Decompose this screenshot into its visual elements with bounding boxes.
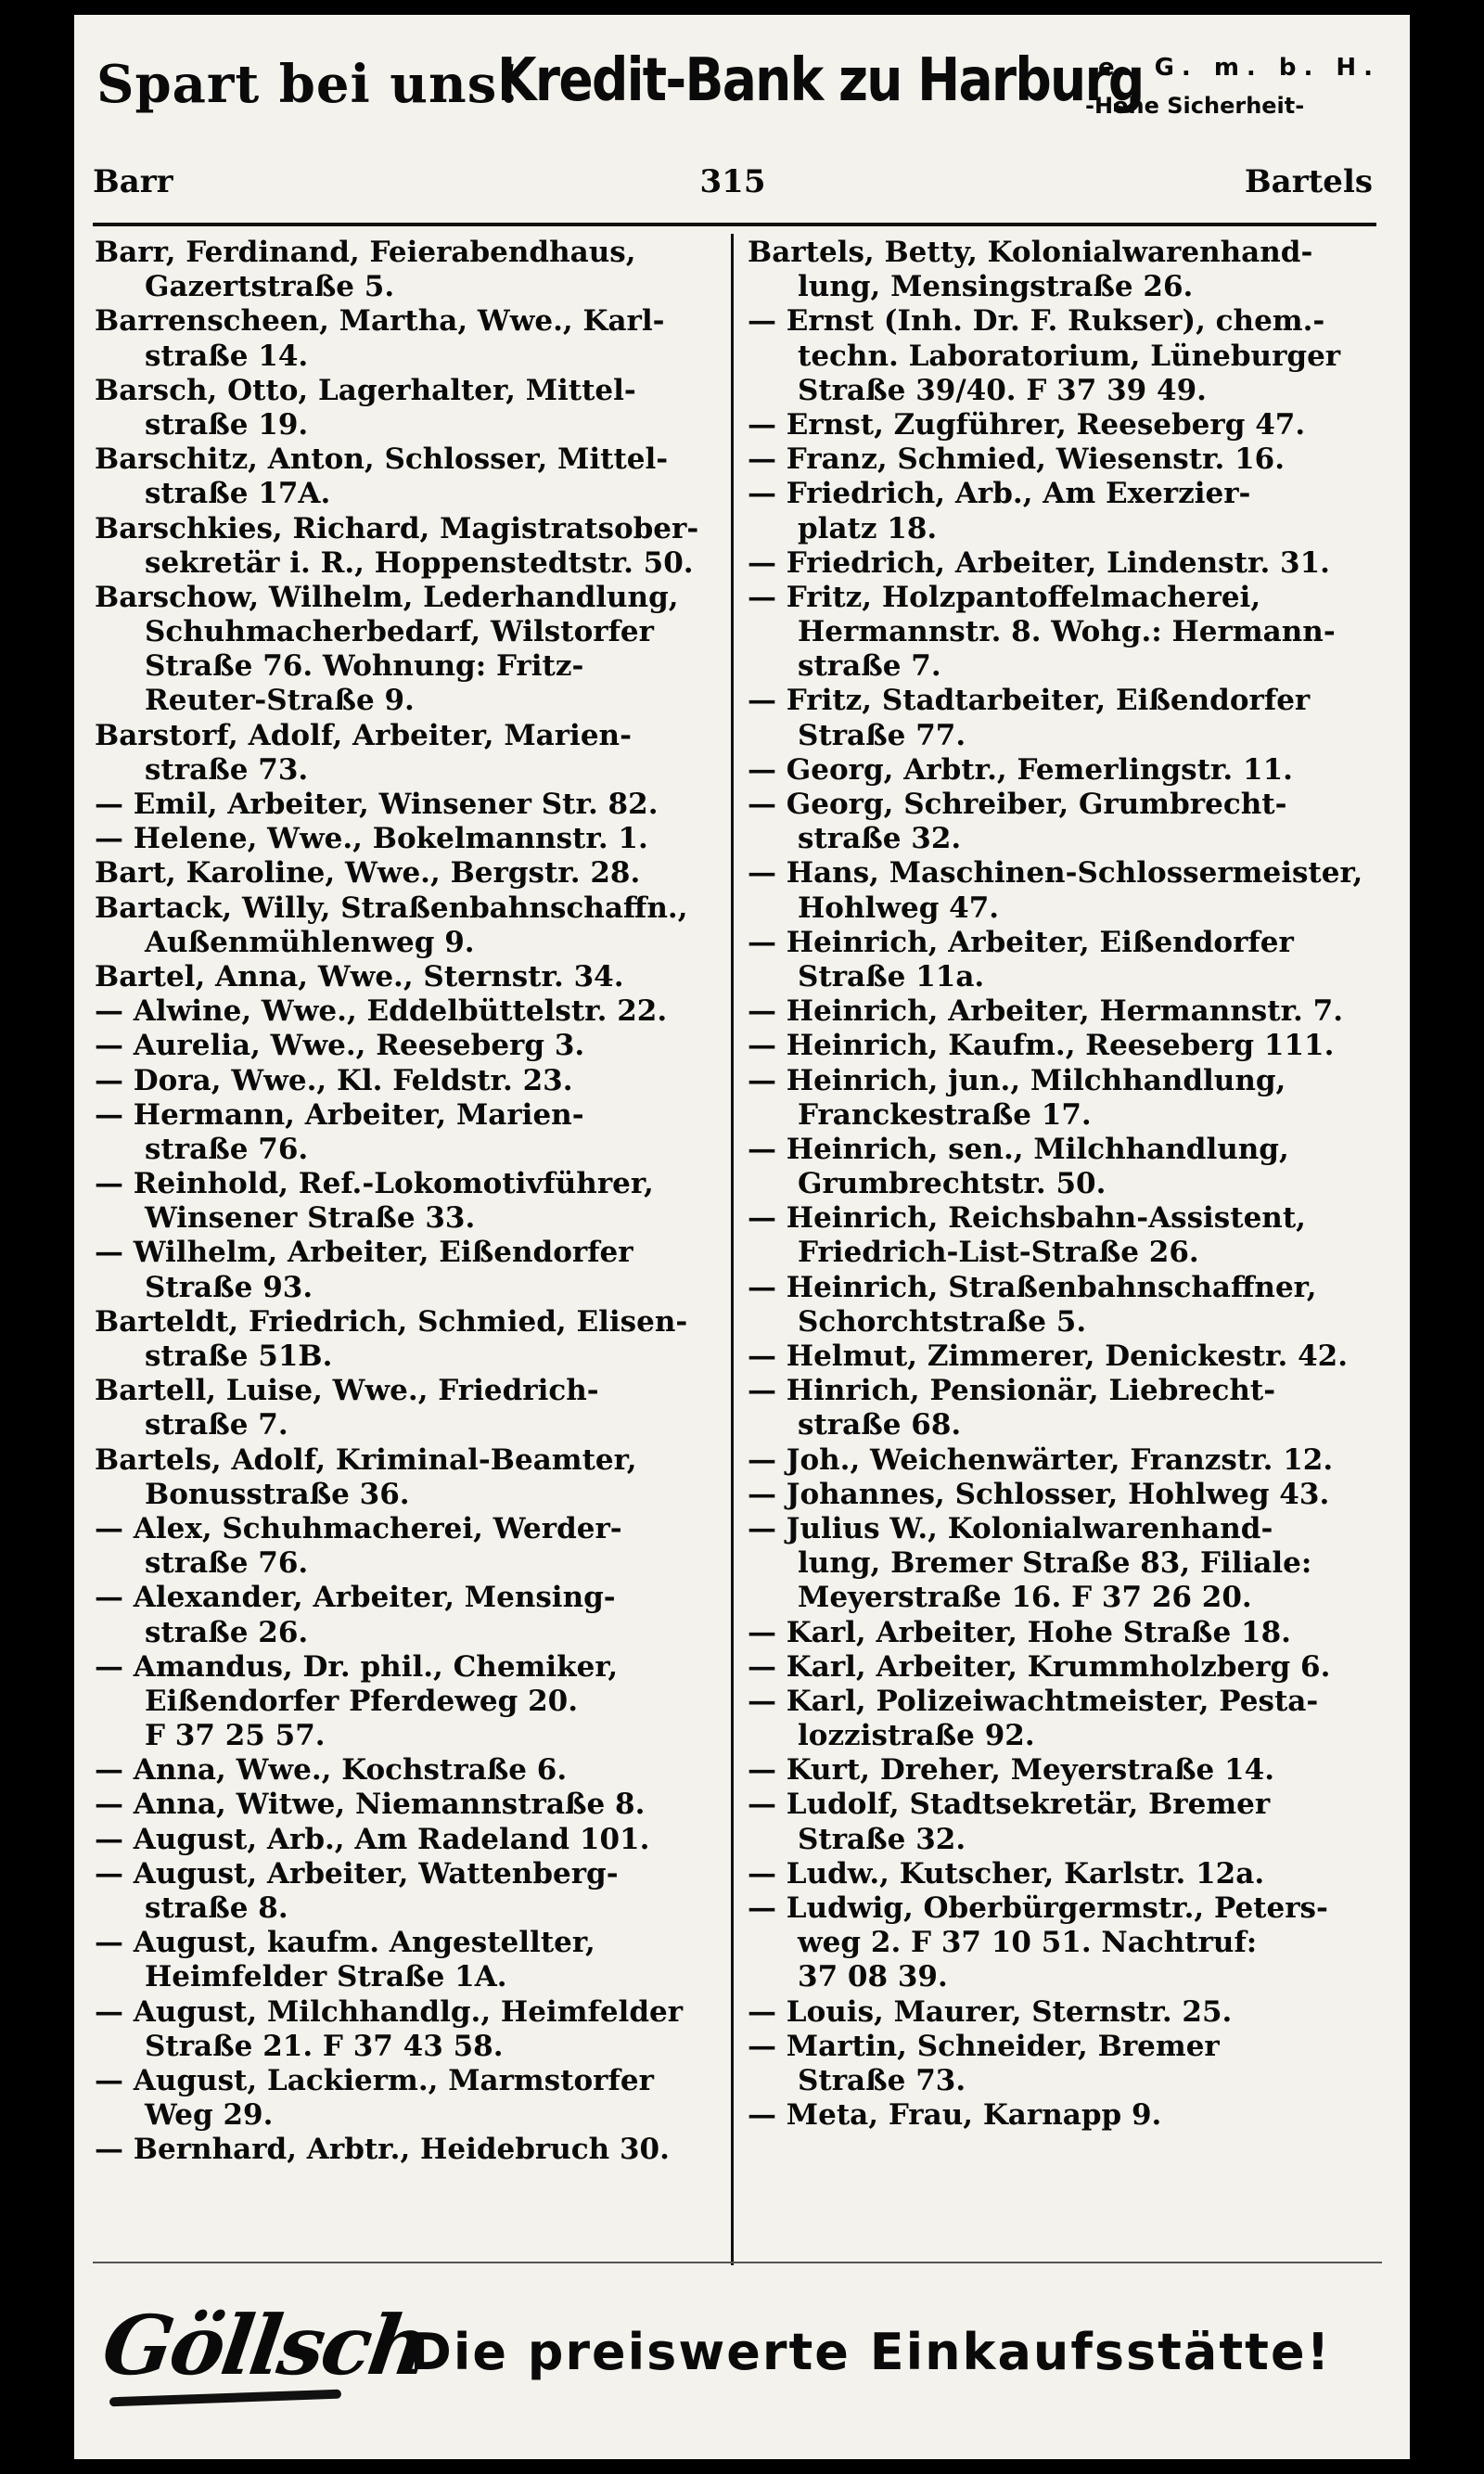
entry-line: Bartell, Luise, Wwe., Friedrich-: [95, 1374, 599, 1408]
entry-continuation: techn. Laboratorium, Lüneburger: [798, 339, 1341, 373]
entry-line: — Heinrich, sen., Milchhandlung,: [748, 1132, 1289, 1166]
directory-entry: [748, 1650, 1373, 1685]
entry-line: — Ludwig, Oberbürgermstr., Peters-: [748, 1891, 1328, 1925]
entry-continuation: straße 68.: [798, 1408, 962, 1442]
directory-entry: [748, 684, 1373, 752]
entry-continuation: lozzistraße 92.: [798, 1719, 1035, 1753]
directory-entry: [95, 1443, 720, 1512]
entry-continuation: Straße 73.: [798, 2063, 966, 2097]
entry-continuation: straße 19.: [145, 407, 309, 442]
entry-line: — Meta, Frau, Karnapp 9.: [748, 2098, 1162, 2133]
directory-entry: [748, 1271, 1373, 1340]
entry-line: — Johannes, Schlosser, Hohlweg 43.: [748, 1477, 1330, 1511]
header-last-entry: Bartels: [1244, 163, 1373, 200]
directory-entry: [748, 1029, 1373, 1063]
entry-line: — Bernhard, Arbtr., Heidebruch 30.: [95, 2133, 670, 2167]
directory-entry: [748, 1753, 1373, 1788]
entry-continuation: lung, Mensingstraße 26.: [798, 270, 1194, 304]
entry-continuation: Gazertstraße 5.: [145, 270, 395, 304]
entry-continuation: Außenmühlenweg 9.: [145, 925, 475, 959]
entry-continuation: straße 8.: [145, 1891, 288, 1925]
entry-line: — Alexander, Arbeiter, Mensing-: [95, 1581, 616, 1615]
directory-entry: [95, 1823, 720, 1857]
directory-page: [74, 15, 1410, 2459]
entry-line: — Alwine, Wwe., Eddelbüttelstr. 22.: [95, 994, 668, 1029]
entry-line: — Fritz, Holzpantoffelmacherei,: [748, 580, 1261, 614]
entry-line: — August, Milchhandlg., Heimfelder: [95, 1994, 684, 2029]
entry-continuation: Straße 21. F 37 43 58.: [145, 2029, 504, 2063]
directory-entry: [95, 1064, 720, 1098]
directory-entry: [748, 304, 1373, 408]
directory-entry: [95, 1512, 720, 1581]
directory-entry: [748, 2098, 1373, 2133]
entry-continuation: straße 32.: [798, 822, 962, 856]
bank-advertisement: [96, 35, 1395, 137]
entry-line: — Anna, Witwe, Niemannstraße 8.: [95, 1788, 646, 1822]
directory-entry: [748, 788, 1373, 856]
bank-claim: -Hohe Sicherheit-: [1085, 93, 1305, 119]
directory-entry: [95, 1236, 720, 1304]
entry-line: — Julius W., Kolonialwarenhand-: [748, 1511, 1273, 1545]
entry-line: — Joh., Weichenwärter, Franzstr. 12.: [748, 1442, 1334, 1477]
entry-line: — Karl, Polizeiwachtmeister, Pesta-: [748, 1684, 1319, 1718]
entry-line: Barschitz, Anton, Schlosser, Mittel-: [95, 442, 669, 477]
right-column: [748, 236, 1373, 2133]
directory-entry: [748, 1891, 1373, 1995]
entry-line: — Ernst (Inh. Dr. F. Rukser), chem.-: [748, 304, 1325, 339]
header-first-entry: Barr: [93, 163, 173, 200]
directory-entry: [95, 1926, 720, 1994]
entry-continuation: Straße 93.: [145, 1270, 313, 1304]
column-divider: [731, 234, 734, 2265]
entry-line: — Heinrich, jun., Milchhandlung,: [748, 1063, 1286, 1097]
directory-entry: [748, 1201, 1373, 1270]
directory-entry: [95, 304, 720, 373]
directory-entry: [95, 1305, 720, 1374]
running-header: [93, 163, 1373, 210]
entry-continuation: Hohlweg 47.: [798, 891, 1000, 925]
entry-line: Bartels, Adolf, Kriminal-Beamter,: [95, 1442, 637, 1477]
entry-continuation: Schorchtstraße 5.: [798, 1304, 1087, 1339]
directory-entry: [95, 1029, 720, 1063]
entry-line: — Dora, Wwe., Kl. Feldstr. 23.: [95, 1063, 573, 1097]
directory-entry: [748, 1133, 1373, 1201]
entry-line: — Ludw., Kutscher, Karlstr. 12a.: [748, 1856, 1265, 1891]
entry-continuation: Heimfelder Straße 1A.: [145, 1960, 507, 1994]
entry-continuation: F 37 25 57.: [145, 1719, 326, 1753]
directory-entry: [748, 1512, 1373, 1616]
entry-line: — Wilhelm, Arbeiter, Eißendorfer: [95, 1236, 633, 1270]
directory-entry: [748, 1374, 1373, 1442]
entry-continuation: Straße 76. Wohnung: Fritz-: [145, 649, 584, 684]
entry-continuation: weg 2. F 37 10 51. Nachtruf:: [798, 1926, 1258, 1960]
entry-continuation: platz 18.: [798, 511, 938, 545]
entry-continuation: Bonusstraße 36.: [145, 1477, 410, 1511]
directory-entry: [748, 1443, 1373, 1478]
entry-line: Bart, Karoline, Wwe., Bergstr. 28.: [95, 856, 641, 891]
directory-entry: [95, 1098, 720, 1167]
store-logo: Göllsch: [96, 2297, 433, 2393]
bank-name: Kredit-Bank zu Harburg: [497, 46, 1144, 115]
entry-line: Bartel, Anna, Wwe., Sternstr. 34.: [95, 959, 624, 993]
entry-continuation: straße 51B.: [145, 1340, 333, 1373]
directory-entry: [748, 753, 1373, 788]
entry-line: — Alex, Schuhmacherei, Werder-: [95, 1511, 622, 1545]
directory-entry: [748, 1685, 1373, 1753]
left-column: [95, 236, 720, 2168]
entry-continuation: Franckestraße 17.: [798, 1097, 1092, 1132]
entry-line: — Franz, Schmied, Wiesenstr. 16.: [748, 442, 1286, 477]
entry-line: — Heinrich, Straßenbahnschaffner,: [748, 1270, 1317, 1304]
directory-entry: [95, 822, 720, 856]
directory-entry: [95, 442, 720, 511]
directory-entry: [748, 581, 1373, 685]
entry-line: — Hermann, Arbeiter, Marien-: [95, 1097, 584, 1132]
entry-line: — Friedrich, Arbeiter, Lindenstr. 31.: [748, 545, 1330, 580]
directory-entry: [748, 2030, 1373, 2098]
entry-continuation: Straße 39/40. F 37 39 49.: [798, 373, 1207, 407]
entry-line: Barr, Ferdinand, Feierabendhaus,: [95, 236, 636, 269]
directory-entry: [95, 512, 720, 581]
directory-entry: [748, 546, 1373, 581]
entry-line: — Hans, Maschinen-Schlossermeister,: [748, 856, 1363, 891]
entry-line: Barschow, Wilhelm, Lederhandlung,: [95, 580, 679, 614]
directory-entry: [95, 1374, 720, 1442]
entry-continuation: straße 76.: [145, 1546, 309, 1581]
directory-entry: [95, 1167, 720, 1236]
header-rule: [93, 223, 1376, 226]
entry-line: — Ludolf, Stadtsekretär, Bremer: [748, 1788, 1271, 1822]
directory-entry: [748, 442, 1373, 477]
entry-line: Barrenscheen, Martha, Wwe., Karl-: [95, 304, 665, 339]
entry-continuation: straße 14.: [145, 339, 309, 373]
directory-entry: [95, 994, 720, 1029]
store-advertisement: [96, 2297, 1384, 2436]
entry-line: — Heinrich, Kaufm., Reeseberg 111.: [748, 1029, 1335, 1063]
entry-line: Barsch, Otto, Lagerhalter, Mittel-: [95, 373, 636, 407]
directory-entry: [748, 1616, 1373, 1650]
bank-legal-form: e. G. m. b. H.: [1098, 54, 1381, 82]
directory-entry: [748, 1857, 1373, 1891]
entry-line: — Kurt, Dreher, Meyerstraße 14.: [748, 1753, 1274, 1788]
directory-entry: [95, 2064, 720, 2133]
entry-continuation: Straße 11a.: [798, 959, 985, 993]
entry-continuation: Grumbrechtstr. 50.: [798, 1167, 1107, 1201]
directory-entry: [748, 1064, 1373, 1133]
directory-entry: [748, 236, 1373, 304]
entry-continuation: straße 73.: [145, 752, 309, 787]
entry-continuation: straße 26.: [145, 1615, 309, 1649]
directory-entry: [95, 960, 720, 994]
entry-line: — Heinrich, Arbeiter, Eißendorfer: [748, 925, 1294, 959]
entry-line: — Fritz, Stadtarbeiter, Eißendorfer: [748, 684, 1311, 718]
entry-continuation: Meyerstraße 16. F 37 26 20.: [798, 1581, 1252, 1615]
entry-line: — Louis, Maurer, Sternstr. 25.: [748, 1994, 1233, 2029]
directory-entry: [95, 1650, 720, 1754]
entry-line: — Georg, Arbtr., Femerlingstr. 11.: [748, 752, 1293, 787]
entry-line: — August, kaufm. Angestellter,: [95, 1926, 595, 1960]
entry-continuation: Reuter-Straße 9.: [145, 684, 415, 718]
entry-line: — Ernst, Zugführer, Reeseberg 47.: [748, 407, 1306, 442]
entry-continuation: straße 7.: [798, 649, 941, 684]
directory-entry: [748, 1340, 1373, 1374]
entry-continuation: straße 17A.: [145, 477, 331, 511]
entry-line: — Karl, Arbeiter, Hohe Straße 18.: [748, 1615, 1291, 1649]
directory-entry: [95, 374, 720, 442]
footer-rule: [93, 2262, 1382, 2263]
entry-line: — Karl, Arbeiter, Krummholzberg 6.: [748, 1649, 1331, 1684]
entry-line: — August, Lackierm., Marmstorfer: [95, 2063, 654, 2097]
page-number: 315: [699, 163, 766, 200]
directory-entry: [748, 1478, 1373, 1512]
entry-line: — Helene, Wwe., Bokelmannstr. 1.: [95, 822, 648, 856]
directory-entry: [95, 1857, 720, 1926]
entry-line: — Friedrich, Arb., Am Exerzier-: [748, 477, 1251, 511]
directory-entry: [95, 719, 720, 788]
directory-entry: [95, 1788, 720, 1822]
directory-entry: [95, 1995, 720, 2064]
directory-entry: [748, 994, 1373, 1029]
ad-slogan: Spart bei uns!: [96, 54, 521, 115]
directory-entry: [95, 891, 720, 960]
entry-line: — August, Arb., Am Radeland 101.: [95, 1822, 650, 1856]
directory-entry: [95, 788, 720, 822]
directory-entry: [748, 477, 1373, 545]
entry-line: — Reinhold, Ref.-Lokomotivführer,: [95, 1167, 654, 1201]
entry-continuation: Straße 32.: [798, 1822, 966, 1856]
entry-line: — Heinrich, Arbeiter, Hermannstr. 7.: [748, 994, 1344, 1029]
entry-continuation: Schuhmacherbedarf, Wilstorfer: [145, 615, 654, 649]
entry-line: — Georg, Schreiber, Grumbrecht-: [748, 788, 1287, 821]
entry-line: — Anna, Wwe., Kochstraße 6.: [95, 1753, 568, 1788]
entry-continuation: straße 7.: [145, 1408, 288, 1442]
directory-entry: [95, 581, 720, 719]
entry-line: Bartels, Betty, Kolonialwarenhand-: [748, 236, 1313, 269]
entry-line: — Aurelia, Wwe., Reeseberg 3.: [95, 1029, 585, 1063]
entry-continuation: Weg 29.: [145, 2098, 274, 2133]
entry-continuation: lung, Bremer Straße 83, Filiale:: [798, 1546, 1312, 1581]
directory-entry: [748, 1995, 1373, 2030]
entry-line: — Helmut, Zimmerer, Denickestr. 42.: [748, 1340, 1349, 1373]
entry-line: — Martin, Schneider, Bremer: [748, 2029, 1220, 2063]
directory-entry: [95, 236, 720, 304]
entry-continuation: 37 08 39.: [798, 1960, 948, 1994]
entry-continuation: Hermannstr. 8. Wohg.: Hermann-: [798, 615, 1336, 649]
directory-entry: [748, 1788, 1373, 1856]
entry-continuation: straße 76.: [145, 1132, 309, 1166]
entry-continuation: Straße 77.: [798, 718, 966, 752]
entry-continuation: Eißendorfer Pferdeweg 20.: [145, 1684, 578, 1718]
entry-continuation: Winsener Straße 33.: [145, 1201, 476, 1236]
directory-entry: [95, 2133, 720, 2167]
entry-line: Barteldt, Friedrich, Schmied, Elisen-: [95, 1304, 688, 1339]
store-slogan: Die preiswerte Einkaufsstätte!: [410, 2323, 1332, 2381]
directory-entry: [95, 856, 720, 891]
entry-continuation: sekretär i. R., Hoppenstedtstr. 50.: [145, 545, 694, 580]
directory-entry: [748, 856, 1373, 925]
entry-line: — Amandus, Dr. phil., Chemiker,: [95, 1649, 619, 1684]
entry-line: — August, Arbeiter, Wattenberg-: [95, 1856, 619, 1891]
directory-entry: [95, 1581, 720, 1649]
entry-line: — Heinrich, Reichsbahn-Assistent,: [748, 1201, 1306, 1236]
directory-entry: [748, 926, 1373, 994]
entry-line: Barstorf, Adolf, Arbeiter, Marien-: [95, 718, 632, 752]
entry-line: Barschkies, Richard, Magistratsober-: [95, 511, 699, 545]
directory-entry: [95, 1753, 720, 1788]
entry-line: — Emil, Arbeiter, Winsener Str. 82.: [95, 788, 659, 821]
directory-entry: [748, 408, 1373, 442]
entry-line: Bartack, Willy, Straßenbahnschaffn.,: [95, 891, 688, 925]
entry-line: — Hinrich, Pensionär, Liebrecht-: [748, 1374, 1276, 1408]
entry-continuation: Friedrich-List-Straße 26.: [798, 1236, 1199, 1270]
